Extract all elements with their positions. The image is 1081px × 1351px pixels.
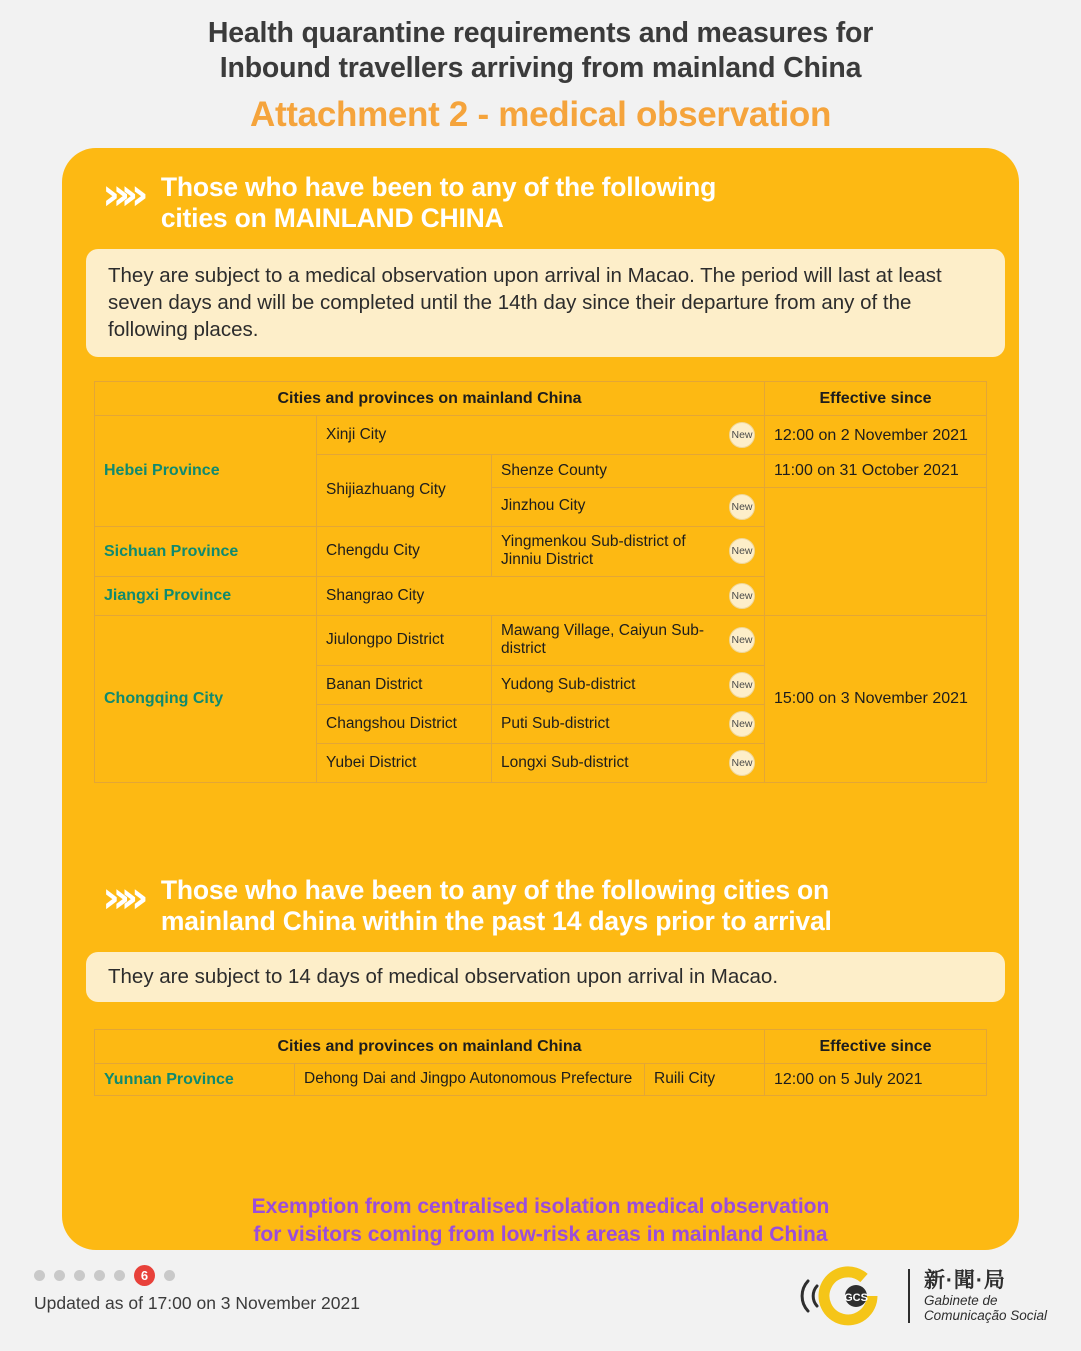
cell-subdistrict-label: Longxi Sub-district bbox=[501, 753, 629, 771]
cell-province: Jiangxi Province bbox=[95, 576, 317, 615]
cell-effective: 15:00 on 3 November 2021 bbox=[765, 615, 987, 782]
cell-subdistrict bbox=[492, 526, 765, 576]
section-2-title-line1: Those who have been to any of the following cities on bbox=[160, 875, 830, 906]
new-badge: New bbox=[729, 422, 755, 448]
section-2-title bbox=[161, 875, 832, 938]
col-header-cities: Cities and provinces on mainland China bbox=[95, 382, 765, 416]
section-1-note: They are subject to a medical observation upon arrival in Macao. The period will last at least seven days and will be completed until the 14th day since their departure from any of the following places. bbox=[86, 249, 1005, 358]
exemption-note bbox=[62, 1193, 1019, 1250]
section-1-title-line2: cities on MAINLAND CHINA bbox=[160, 203, 504, 234]
logo-text bbox=[924, 1269, 1047, 1323]
new-badge: New bbox=[729, 494, 755, 520]
gcs-logo-icon bbox=[798, 1259, 894, 1333]
exemption-line2: for visitors coming from low-risk areas in mainland China bbox=[253, 1223, 828, 1247]
page-header bbox=[0, 0, 1081, 140]
cell-subdistrict: Ruili City bbox=[645, 1064, 765, 1096]
new-badge: New bbox=[729, 672, 755, 698]
cell-subdistrict-label: Jinzhou City bbox=[501, 497, 586, 515]
page-footer bbox=[0, 1251, 1081, 1351]
cell-effective: 12:00 on 5 July 2021 bbox=[765, 1064, 987, 1096]
cell-subdistrict-label: Yingmenkou Sub-district of Jinniu District bbox=[501, 532, 686, 569]
cell-province: Sichuan Province bbox=[95, 526, 317, 576]
cell-subdistrict-label: Yudong Sub-district bbox=[501, 675, 636, 693]
cell-city: Jiulongpo District bbox=[317, 615, 492, 665]
section-1-title bbox=[161, 172, 716, 235]
page-title bbox=[40, 16, 1041, 86]
double-chevron-right-icon: »» bbox=[102, 872, 139, 924]
table-row bbox=[95, 615, 987, 665]
cell-city: Changshou District bbox=[317, 705, 492, 744]
logo-chinese-name: 新·聞·局 bbox=[923, 1269, 1006, 1293]
page-dot[interactable] bbox=[74, 1270, 85, 1281]
page-title-line2: Inbound travellers arriving from mainland China bbox=[219, 51, 862, 84]
cell-city bbox=[317, 576, 765, 615]
gcs-logo bbox=[798, 1259, 1047, 1333]
page-subtitle: Attachment 2 - medical observation bbox=[249, 94, 832, 134]
col-header-cities: Cities and provinces on mainland China bbox=[95, 1029, 765, 1063]
table-row bbox=[95, 416, 987, 455]
page-dot[interactable] bbox=[164, 1270, 175, 1281]
page-dot[interactable] bbox=[34, 1270, 45, 1281]
section-2-table bbox=[94, 1029, 987, 1096]
section-1-table bbox=[94, 381, 987, 783]
cell-effective: 11:00 on 31 October 2021 bbox=[765, 455, 987, 487]
section-2-note: They are subject to 14 days of medical observation upon arrival in Macao. bbox=[86, 952, 1005, 1002]
cell-province: Chongqing City bbox=[95, 615, 317, 782]
cell-province: Yunnan Province bbox=[95, 1064, 295, 1096]
cell-subdistrict-label: Puti Sub-district bbox=[501, 714, 610, 732]
cell-province: Hebei Province bbox=[95, 416, 317, 526]
new-badge: New bbox=[729, 538, 755, 564]
cell-subdistrict bbox=[492, 487, 765, 526]
page-indicator bbox=[34, 1265, 175, 1286]
section-1-heading bbox=[62, 169, 1019, 235]
cell-city-label: Shangrao City bbox=[326, 586, 425, 604]
cell-city bbox=[317, 416, 765, 455]
logo-portuguese-line1: Gabinete de bbox=[923, 1292, 998, 1308]
page-dot[interactable] bbox=[114, 1270, 125, 1281]
new-badge: New bbox=[729, 711, 755, 737]
updated-timestamp: Updated as of 17:00 on 3 November 2021 bbox=[34, 1293, 360, 1313]
page-dot[interactable] bbox=[54, 1270, 65, 1281]
table-row bbox=[95, 1064, 987, 1096]
cell-subdistrict bbox=[492, 744, 765, 783]
col-header-effective: Effective since bbox=[765, 382, 987, 416]
new-badge: New bbox=[729, 750, 755, 776]
cell-city: Shijiazhuang City bbox=[317, 455, 492, 526]
content-card bbox=[62, 148, 1019, 1250]
new-badge: New bbox=[729, 627, 755, 653]
table-header-row bbox=[95, 382, 987, 416]
cell-subdistrict bbox=[492, 615, 765, 665]
col-header-effective: Effective since bbox=[765, 1029, 987, 1063]
section-2-heading bbox=[62, 872, 1019, 938]
svg-text:GCS: GCS bbox=[844, 1292, 868, 1304]
section-2-title-line2: mainland China within the past 14 days prior to arrival bbox=[160, 906, 832, 937]
logo-divider bbox=[908, 1269, 910, 1323]
cell-subdistrict bbox=[492, 705, 765, 744]
exemption-line1: Exemption from centralised isolation medical observation bbox=[251, 1195, 830, 1218]
cell-city: Banan District bbox=[317, 666, 492, 705]
cell-subdistrict: Shenze County bbox=[492, 455, 765, 487]
logo-portuguese-line2: Comunicação Social bbox=[923, 1307, 1047, 1323]
page-dot-current[interactable]: 6 bbox=[134, 1265, 155, 1286]
cell-city-label: Xinji City bbox=[326, 426, 387, 444]
cell-city: Yubei District bbox=[317, 744, 492, 783]
double-chevron-right-icon: »» bbox=[102, 169, 139, 220]
cell-subdistrict-label: Mawang Village, Caiyun Sub-district bbox=[501, 621, 705, 658]
new-badge: New bbox=[729, 583, 755, 609]
table-header-row bbox=[95, 1029, 987, 1063]
cell-effective: 12:00 on 2 November 2021 bbox=[765, 416, 987, 455]
section-1-title-line1: Those who have been to any of the following bbox=[160, 172, 717, 202]
page-title-line1: Health quarantine requirements and measures for bbox=[207, 17, 874, 49]
cell-effective bbox=[765, 487, 987, 615]
cell-city: Chengdu City bbox=[317, 526, 492, 576]
page-dot[interactable] bbox=[94, 1270, 105, 1281]
cell-city: Dehong Dai and Jingpo Autonomous Prefecture bbox=[295, 1064, 645, 1096]
cell-subdistrict bbox=[492, 666, 765, 705]
